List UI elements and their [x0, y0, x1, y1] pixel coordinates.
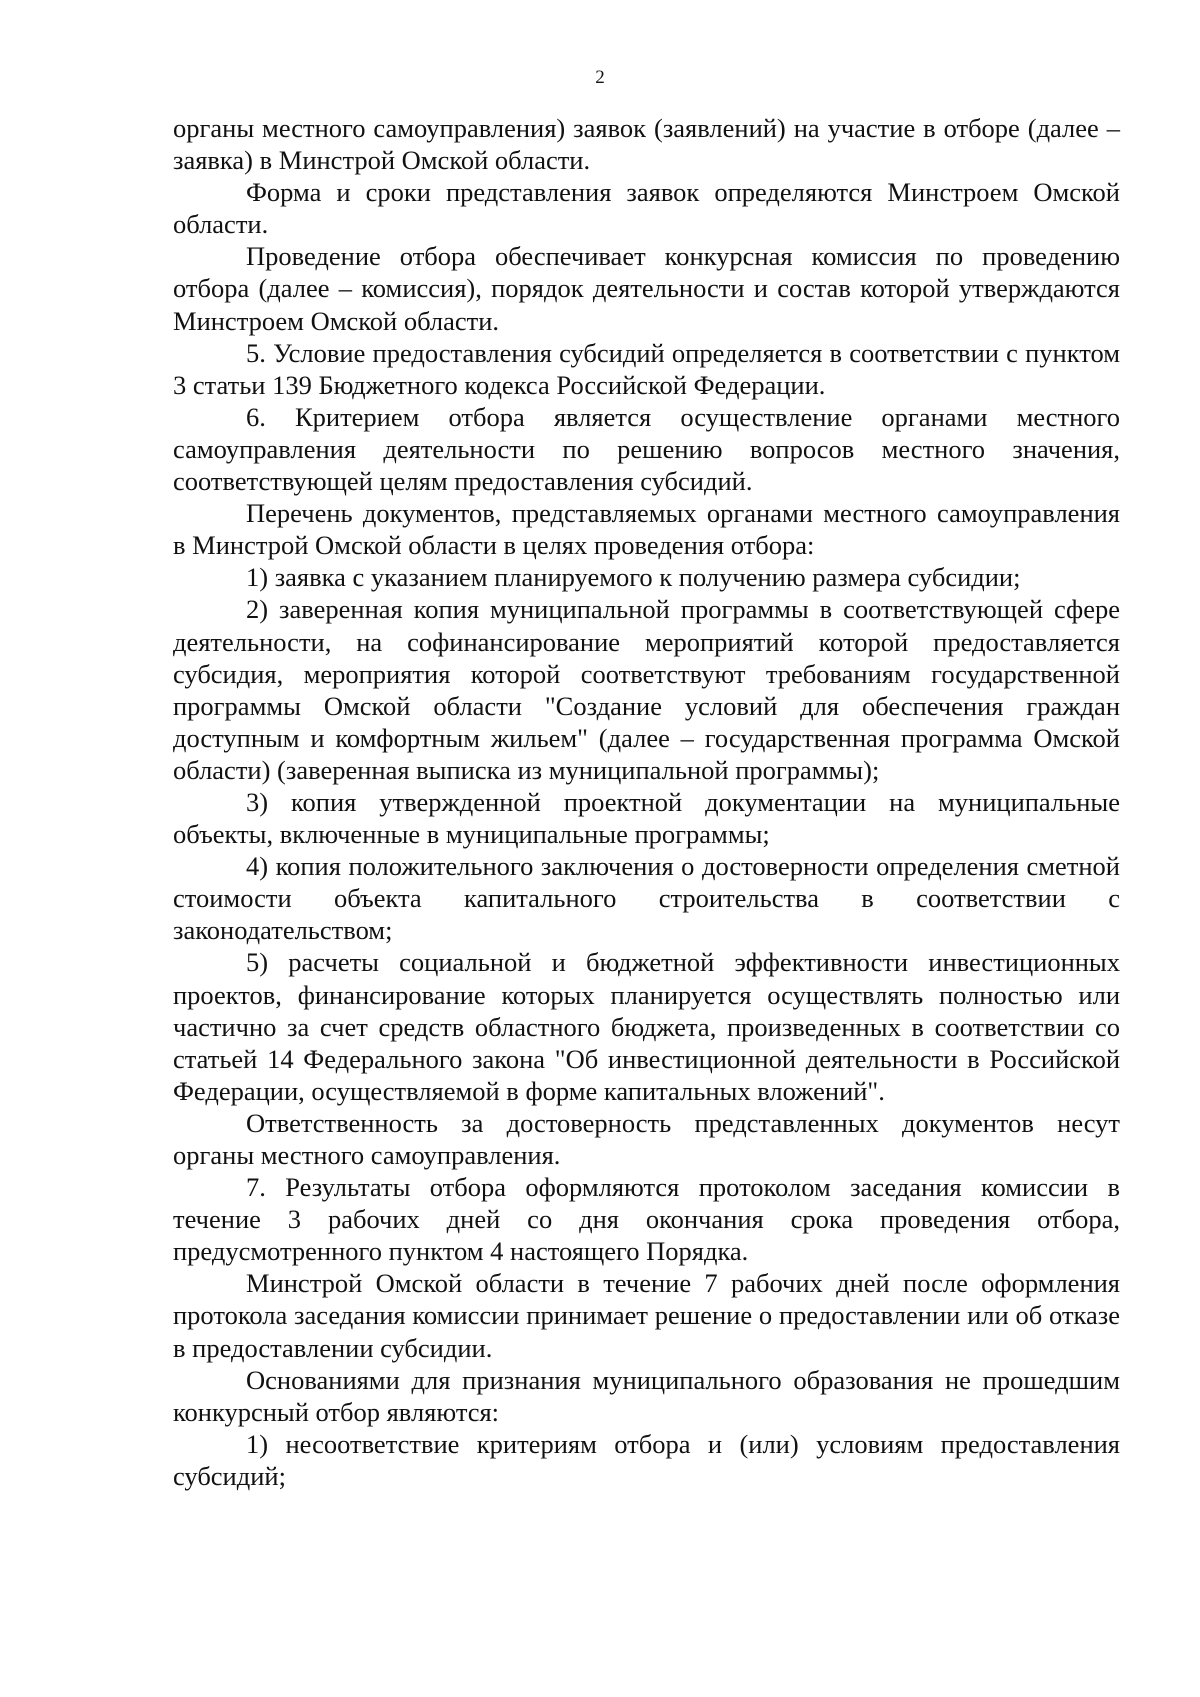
paragraph: 3) копия утвержденной проектной документации на муниципальные объекты, включенные в муниципальные программы;	[173, 786, 1120, 850]
page-number: 2	[595, 67, 605, 88]
paragraph: 7. Результаты отбора оформляются протоколом заседания комиссии в течение 3 рабочих дней со дня окончания срока проведения отбора, предусмотренного пунктом 4 настоящего Порядка.	[173, 1172, 1120, 1267]
paragraph: органы местного самоуправления) заявок (заявлений) на участие в отборе (далее – заявка) в Минстрой Омской области.	[173, 113, 1120, 176]
paragraph: 2) заверенная копия муниципальной программы в соответствующей сфере деятельности, на софинансирование мероприятий которой предоставляется субсидия, мероприятия которой соответствуют требованиям государственной программы Омской области "Создание условий для обеспечения граждан доступным и комфортным жильем" (далее – государственная программа Омской области) (заверенная выписка из муниципальной программы);	[173, 594, 1120, 785]
paragraph: Проведение отбора обеспечивает конкурсная комиссия по проведению отбора (далее – комиссия), порядок деятельности и состав которой утверждаются Минстроем Омской области.	[173, 241, 1120, 336]
paragraph: Форма и сроки представления заявок определяются Минстроем Омской области.	[173, 177, 1120, 240]
paragraph: 5. Условие предоставления субсидий определяется в соответствии с пунктом 3 статьи 139 Бюджетного кодекса Российской Федерации.	[173, 337, 1120, 400]
paragraph: Перечень документов, представляемых органами местного самоуправления в Минстрой Омской области в целях проведения отбора:	[173, 498, 1120, 561]
paragraph: Минстрой Омской области в течение 7 рабочих дней после оформления протокола заседания комиссии принимает решение о предоставлении или об отказе в предоставлении субсидии.	[173, 1268, 1120, 1363]
paragraph: Ответственность за достоверность представленных документов несут органы местного самоуправления.	[173, 1107, 1120, 1170]
paragraph: 6. Критерием отбора является осуществление органами местного самоуправления деятельности по решению вопросов местного значения, соответствующей целям предоставления субсидий.	[173, 401, 1120, 497]
paragraph: Основаниями для признания муниципального образования не прошедшим конкурсный отбор являются:	[173, 1364, 1120, 1427]
paragraph: 5) расчеты социальной и бюджетной эффективности инвестиционных проектов, финансирование которых планируется осуществлять полностью или частично за счет средств областного бюджета, произведенных в соответствии со статьей 14 Федерального закона "Об инвестиционной деятельности в Российской Федерации, осуществляемой в форме капитальных вложений".	[173, 947, 1120, 1106]
paragraph: 4) копия положительного заключения о достоверности определения сметной стоимости объекта капитального строительства в соответствии с законодательством;	[173, 851, 1120, 946]
paragraph: 1) несоответствие критериям отбора и (или) условиям предоставления субсидий;	[173, 1428, 1120, 1491]
document-body	[173, 112, 1120, 1492]
paragraph: 1) заявка с указанием планируемого к получению размера субсидии;	[246, 562, 1021, 593]
